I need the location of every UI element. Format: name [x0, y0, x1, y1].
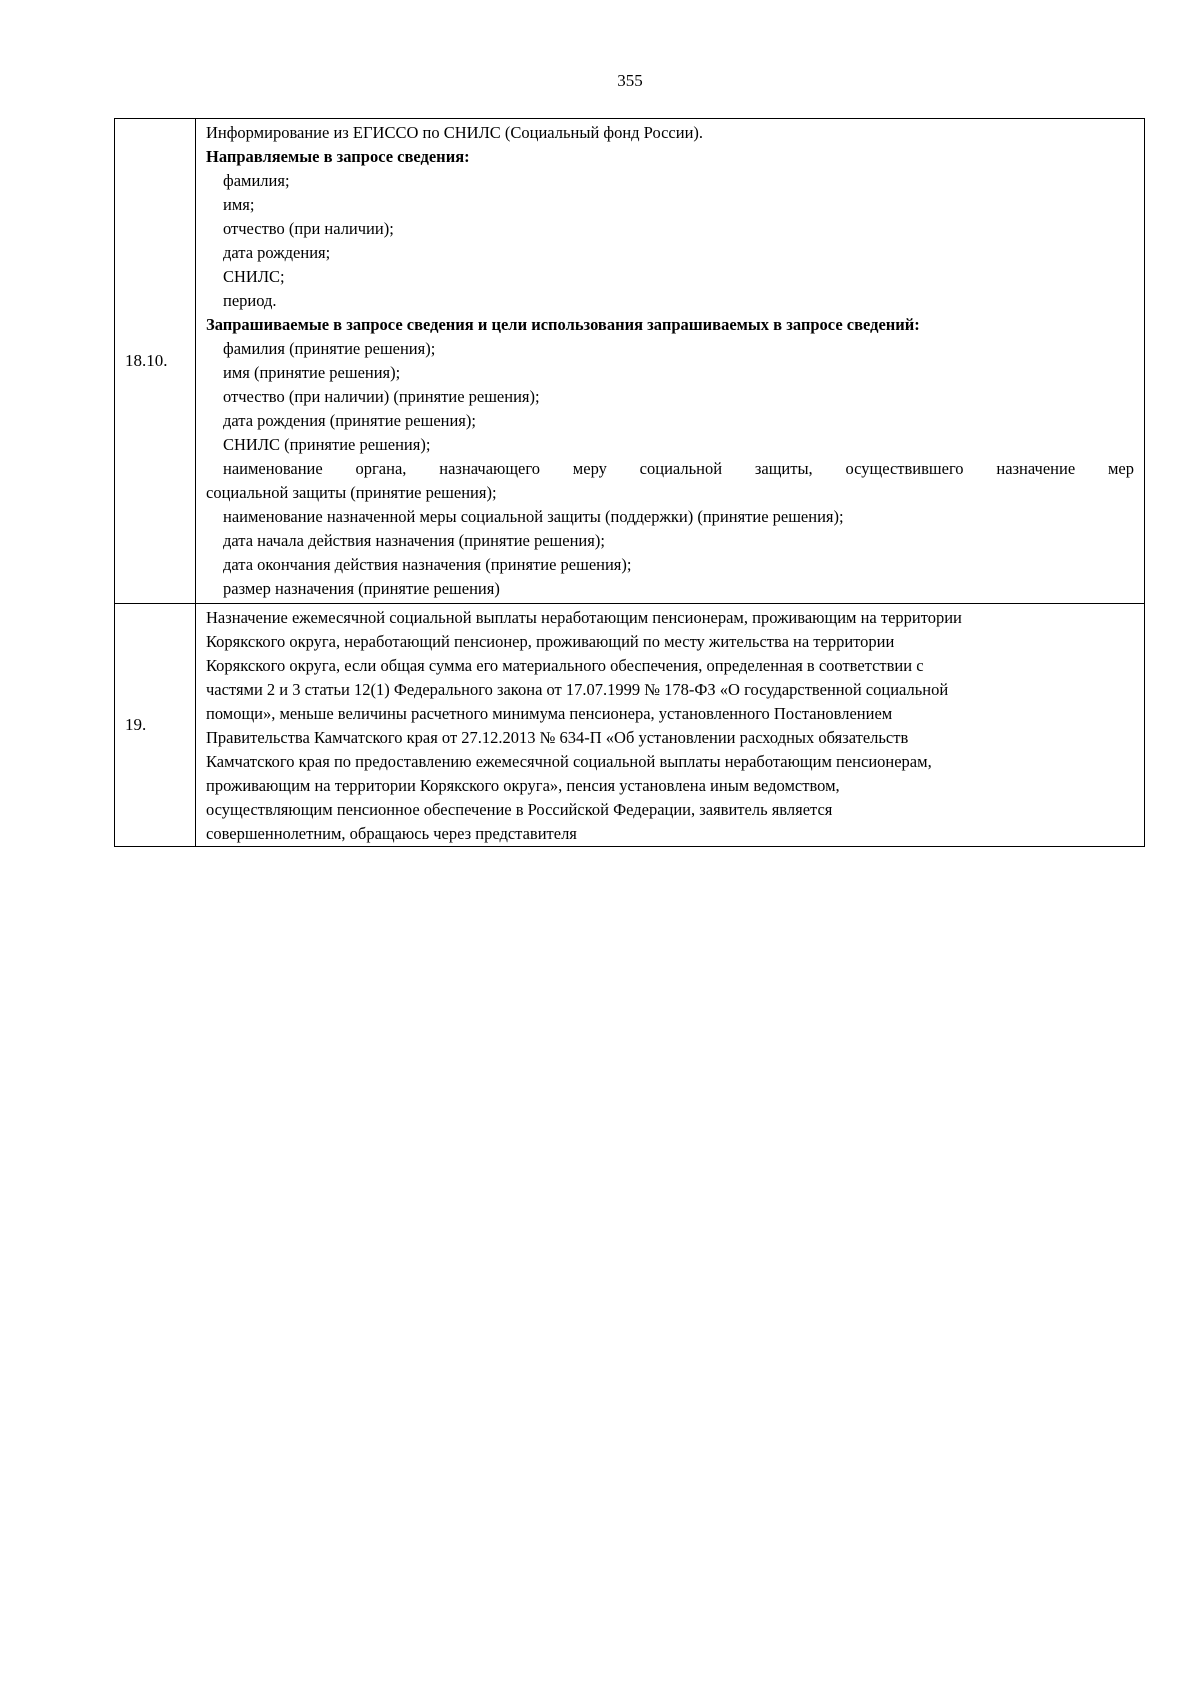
requested-item: отчество (при наличии) (принятие решения); — [223, 387, 540, 406]
row-number: 18.10. — [115, 119, 196, 604]
description-line: частями 2 и 3 статьи 12(1) Федерального закона от 17.07.1999 № 178-ФЗ «О государственной социальной — [206, 680, 949, 699]
requested-item-organ: наименование органа, назначающего меру социальной защиты, осуществившего назначение мер — [223, 459, 1134, 478]
requested-item-organ-cont: социальной защиты (принятие решения); — [206, 483, 497, 502]
sent-item: имя; — [223, 195, 255, 214]
sent-item: отчество (при наличии); — [223, 219, 394, 238]
description-line: Корякского округа, неработающий пенсионер, проживающий по месту жительства на территории — [206, 632, 895, 651]
description-line: совершеннолетним, обращаюсь через представителя — [206, 824, 577, 843]
row-number: 19. — [115, 604, 196, 847]
description-line: Камчатского края по предоставлению ежемесячной социальной выплаты неработающим пенсионерам, — [206, 752, 932, 771]
sent-info-header: Направляемые в запросе сведения: — [206, 147, 470, 166]
requested-item: дата рождения (принятие решения); — [223, 411, 476, 430]
sent-item: фамилия; — [223, 171, 290, 190]
table-row-18-10 — [115, 119, 1145, 604]
description-line: помощи», меньше величины расчетного минимума пенсионера, установленного Постановлением — [206, 704, 893, 723]
row-content — [196, 604, 1145, 847]
description-line: Назначение ежемесячной социальной выплаты неработающим пенсионерам, проживающим на территории — [206, 608, 962, 627]
description-line: Корякского округа, если общая сумма его материального обеспечения, определенная в соответствии с — [206, 656, 924, 675]
requested-item: дата начала действия назначения (принятие решения); — [223, 531, 605, 550]
requested-item: СНИЛС (принятие решения); — [223, 435, 431, 454]
sent-item: период. — [223, 291, 277, 310]
sent-item: СНИЛС; — [223, 267, 285, 286]
services-table — [114, 118, 1145, 847]
page-number: 355 — [617, 71, 643, 90]
requested-info-header: Запрашиваемые в запросе сведения и цели использования запрашиваемых в запросе сведений: — [206, 315, 920, 334]
description-line: Правительства Камчатского края от 27.12.2013 № 634-П «Об установлении расходных обязательств — [206, 728, 909, 747]
sent-item: дата рождения; — [223, 243, 331, 262]
requested-item: фамилия (принятие решения); — [223, 339, 436, 358]
table-row-19 — [115, 604, 1145, 847]
requested-item: размер назначения (принятие решения) — [223, 579, 500, 598]
requested-item: имя (принятие решения); — [223, 363, 401, 382]
description-line: осуществляющим пенсионное обеспечение в Российской Федерации, заявитель является — [206, 800, 833, 819]
description-line: проживающим на территории Корякского округа», пенсия установлена иным ведомством, — [206, 776, 840, 795]
requested-item: наименование назначенной меры социальной защиты (поддержки) (принятие решения); — [223, 507, 844, 526]
service-title: Информирование из ЕГИССО по СНИЛС (Социальный фонд России). — [206, 123, 704, 142]
requested-item: дата окончания действия назначения (принятие решения); — [223, 555, 632, 574]
row-content — [196, 119, 1145, 604]
